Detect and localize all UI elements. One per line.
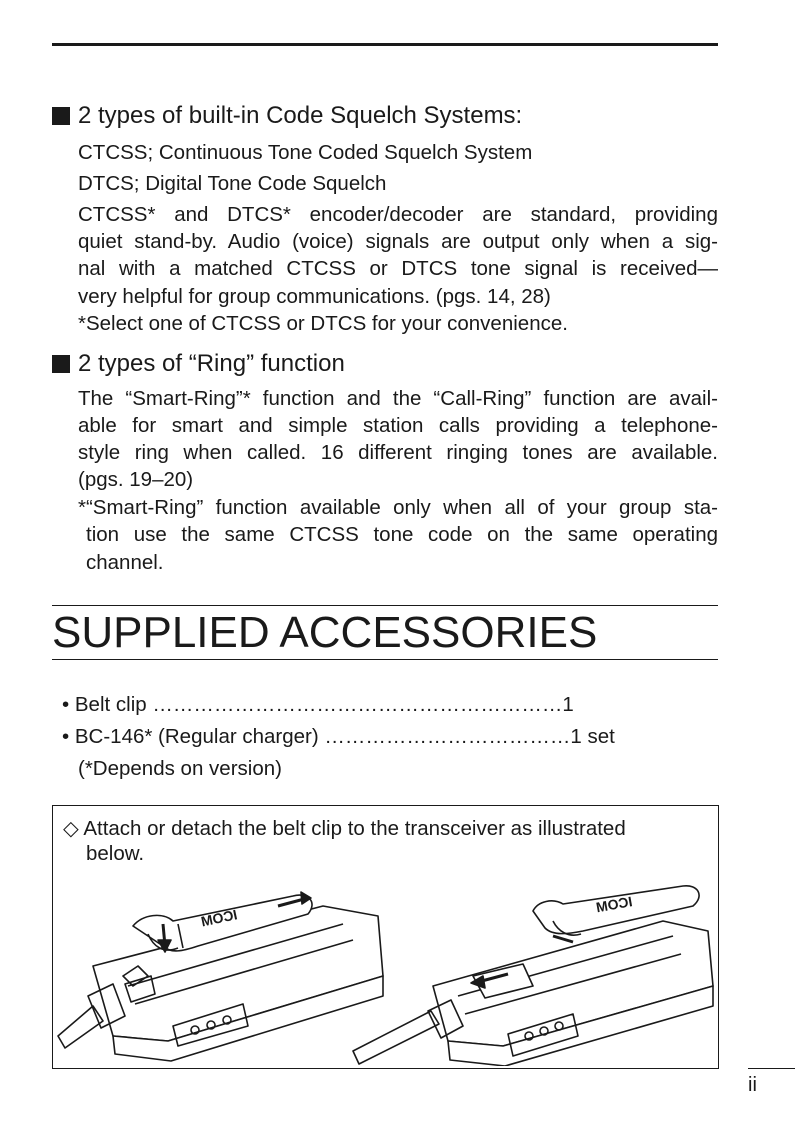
page-title: SUPPLIED ACCESSORIES bbox=[52, 608, 598, 657]
accessory-item: • Belt clip ……………………………………………………1 bbox=[62, 693, 574, 716]
page-number-rule bbox=[748, 1068, 795, 1069]
note-line: below. bbox=[86, 842, 145, 865]
transceiver-right-drawing bbox=[353, 886, 713, 1066]
page-number: ii bbox=[748, 1074, 757, 1096]
body-line: DTCS; Digital Tone Code Squelch bbox=[78, 172, 387, 195]
top-rule bbox=[52, 43, 718, 46]
body-line: quiet stand-by. Audio (voice) signals are output only when a sig- bbox=[78, 230, 718, 253]
body-line: (pgs. 19–20) bbox=[78, 468, 194, 491]
body-line: CTCSS; Continuous Tone Coded Squelch System bbox=[78, 141, 533, 164]
note-line: ◇ Attach or detach the belt clip to the transceiver as illustrated bbox=[63, 817, 626, 840]
title-rule-top bbox=[52, 605, 718, 606]
icom-logo: ICOM bbox=[594, 893, 634, 916]
title-rule-bottom bbox=[52, 659, 718, 660]
icom-logo: ICOM bbox=[199, 906, 239, 930]
accessory-item: • BC-146* (Regular charger) ………………………………1 set bbox=[62, 725, 615, 748]
accessory-footnote: (*Depends on version) bbox=[78, 757, 282, 780]
footnote-line: *“Smart-Ring” function available only when all of your group sta- bbox=[78, 496, 718, 519]
body-line: The “Smart-Ring”* function and the “Call-Ring” function are avail- bbox=[78, 387, 718, 410]
body-line: style ring when called. 16 different ringing tones are available. bbox=[78, 441, 718, 464]
square-bullet-icon bbox=[52, 107, 70, 125]
illustration-box bbox=[52, 805, 719, 1069]
body-line: able for smart and simple station calls providing a telephone- bbox=[78, 414, 718, 437]
belt-clip-illustration bbox=[53, 876, 718, 1066]
body-line: very helpful for group communications. (pgs. 14, 28) bbox=[78, 285, 551, 308]
footnote-line: tion use the same CTCSS tone code on the same operating bbox=[86, 523, 718, 546]
square-bullet-icon bbox=[52, 355, 70, 373]
body-line: nal with a matched CTCSS or DTCS tone signal is received— bbox=[78, 257, 718, 280]
footnote-line: channel. bbox=[86, 551, 164, 574]
section-heading-code-squelch: 2 types of built-in Code Squelch Systems: bbox=[52, 102, 522, 130]
transceiver-left-drawing bbox=[58, 892, 383, 1061]
footnote-line: *Select one of CTCSS or DTCS for your convenience. bbox=[78, 312, 568, 335]
section-heading-ring-function: 2 types of “Ring” function bbox=[52, 350, 345, 378]
body-line: CTCSS* and DTCS* encoder/decoder are standard, providing bbox=[78, 203, 718, 226]
